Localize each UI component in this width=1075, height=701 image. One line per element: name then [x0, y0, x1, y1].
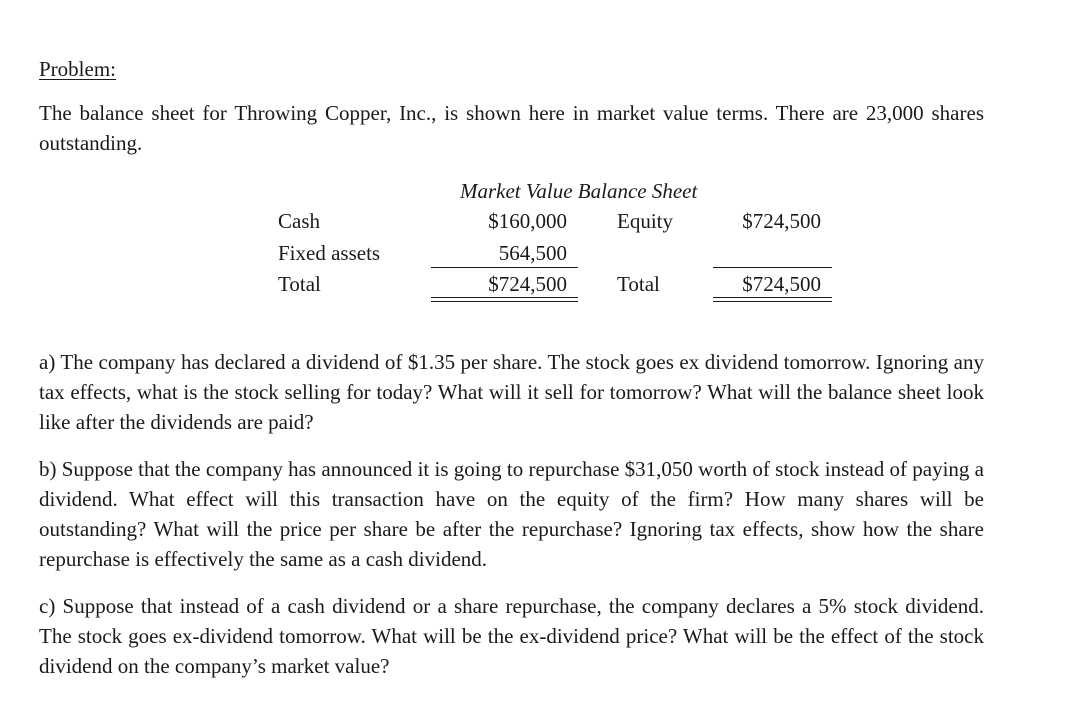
assets-subtotal-rule — [431, 267, 578, 268]
liabilities-total-label: Total — [617, 272, 660, 296]
assets-total-label: Total — [278, 272, 321, 296]
fixed-assets-label: Fixed assets — [278, 241, 381, 265]
equity-label: Equity — [617, 209, 673, 233]
cash-value: $160,000 — [488, 209, 567, 233]
equity-value: $724,500 — [742, 209, 821, 233]
liabilities-subtotal-rule — [713, 267, 832, 268]
problem-intro: The balance sheet for Throwing Copper, Inc., is shown here in market value terms. There are 23,000 shares outstanding. — [39, 101, 984, 155]
assets-total-value: $724,500 — [488, 272, 567, 296]
question-b: b) Suppose that the company has announced it is going to repurchase $31,050 worth of stock instead of paying a dividend. What effect will this transaction have on the equity of the firm? How many shares will be outstanding? What will the price per share be after the repurchase? Ignoring tax effects, show how the share repurchase is effectively the same as a cash dividend. — [39, 457, 984, 571]
cash-label: Cash — [278, 209, 320, 233]
balance-sheet-title: Market Value Balance Sheet — [460, 179, 698, 203]
problem-heading: Problem: — [39, 57, 116, 81]
liabilities-total-double-rule — [713, 297, 832, 302]
liabilities-total-value: $724,500 — [742, 272, 821, 296]
question-a: a) The company has declared a dividend of $1.35 per share. The stock goes ex dividend tomorrow. Ignoring any tax effects, what is the stock selling for today? What will it sell for tomorrow? What will the balance sheet look like after the dividends are paid? — [39, 350, 984, 434]
assets-total-double-rule — [431, 297, 578, 302]
question-c: c) Suppose that instead of a cash dividend or a share repurchase, the company declares a 5% stock dividend. The stock goes ex-dividend tomorrow. What will be the ex-dividend price? What will be the effect of the stock dividend on the company’s market value? — [39, 594, 984, 678]
fixed-assets-value: 564,500 — [498, 241, 567, 265]
